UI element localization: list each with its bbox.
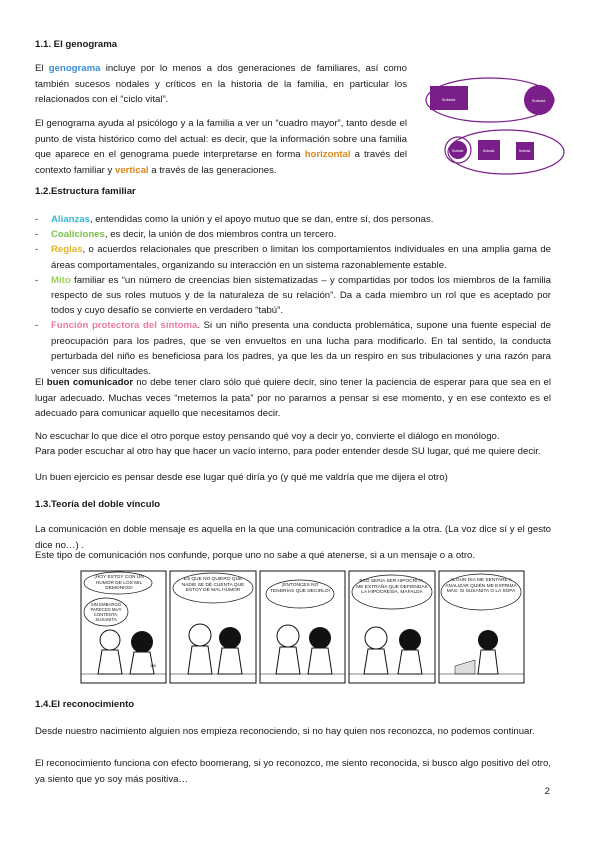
reconocimiento-paragraph-2: El reconocimiento funciona con efecto boomerang, si yo reconozco, me siento reconocida, si busco algo positivo del otro, ya siento que yo soy más positiva…	[35, 758, 551, 785]
term-reglas: Reglas	[51, 244, 83, 256]
term-mito: Mito	[51, 274, 71, 286]
comic-mark: 406	[150, 664, 156, 668]
term-funcion-protectora: Función protectora del síntoma	[51, 320, 198, 332]
text-span: , es decir, la unión de dos miembros contra un tercero.	[104, 229, 337, 241]
text-span: El genograma ayuda al psicólogo y a la familia a ver un “cuadro mayor”, tanto desde el punto de vista histórico como del actual: es decir, que la información sobre una familia que aparece en el genograma puede interpretarse en forma	[35, 118, 407, 160]
comic-panel-3	[260, 571, 345, 683]
term-coaliciones: Coaliciones	[51, 229, 105, 241]
comic-bubble-4: ESO SERÍA SER HIPÓCRITA, ME EXTRAÑA QUE DEFIENDAS LA HIPOCRESÍA, MAFALDA	[356, 579, 428, 595]
comic-panel-5	[439, 571, 524, 683]
text-span: . Si un niño presenta una conducta problemática, supone una fuente especial de preocupación para los padres, que se ven envueltos en una lucha para modificarlo. En tal sentido, la conducta perturbada del niño es beneficiosa para los padres, ya que les da un respiro en sus tribulaciones y una razón para vencer sus dificultades.	[51, 320, 552, 378]
list-item-reglas	[35, 242, 551, 272]
list-item-mito	[35, 273, 551, 319]
family-structure-list	[35, 212, 551, 379]
genogram-node-label-1: Subsist.	[441, 97, 457, 102]
term-genograma: genograma	[48, 63, 101, 74]
mafalda-comic-strip	[80, 570, 525, 685]
genogram-node-label-2: Subsist.	[531, 98, 547, 103]
comic-panel-4	[349, 571, 435, 683]
text-span: a través de las generaciones.	[148, 164, 277, 176]
escuchar-paragraph-3: Un buen ejercicio es pensar desde ese lugar qué diría yo (y qué me valdría que me dijera el otro)	[35, 472, 448, 483]
text-span: a través del contexto familiar y	[35, 149, 407, 176]
genogram-node-label-3: Subsist.	[451, 149, 465, 153]
section-heading-1-4: 1.4.El reconocimiento	[35, 699, 135, 710]
escuchar-paragraph-2: Para poder escuchar al otro hay que hacer un vacío interno, para poder entender desde SU lugar, qué me quiere decir.	[35, 446, 541, 457]
section-heading-1-1: 1.1. El genograma	[35, 39, 118, 50]
text-span: El	[35, 377, 47, 388]
buen-comunicador-paragraph	[35, 375, 551, 422]
term-horizontal: horizontal	[304, 149, 351, 160]
genograma-paragraph-1	[35, 61, 407, 108]
comic-bubble-1: ¡HOY ESTOY CON UN HUMOR DE LOS MIL DEMONIOS!	[94, 575, 144, 591]
list-item-alianzas	[35, 212, 551, 227]
text-span: no debe tener claro sólo qué quiere decir, sino tener la paciencia de esperar para que sea en el lugar adecuado. Muchas veces “metemos la pata” por no pararnos a pensar si ese momento, y en ese contexto es el adecuado para comunicar aquello que necesitamos decir.	[35, 377, 551, 419]
comic-bubble-1b: SIN EMBARGO PARECES MUY CONTENTA, SUSANITA	[90, 602, 122, 622]
genogram-node-label-4: Subsist.	[482, 149, 496, 153]
comic-bubble-5: ALGÚN DÍA ME SENTARÉ A ANALIZAR QUIÉN ME EXPRIMA MÁS: SI SUSANITA O LA SOPA	[445, 578, 517, 594]
doble-vinculo-paragraph-1: La comunicación en doble mensaje es aquella en la que una comunicación contradice a la otra. (La voz dice sí y el gesto dice no…) .	[35, 524, 551, 551]
page-number: 2	[544, 786, 550, 797]
text-span: incluye por lo menos a dos generaciones de familiares, así como también sucesos nodales y críticos en la historia de la familia, en particular los relacionados con el “ciclo vital”.	[35, 63, 407, 105]
comic-bubble-2: ES QUE NO QUIERO QUE NADIE SE DÉ CUENTA QUE ESTOY DE MAL HUMOR	[181, 577, 245, 593]
term-buen-comunicador: buen comunicador	[46, 377, 134, 388]
genogram-diagram	[418, 72, 568, 182]
list-item-coaliciones	[35, 227, 551, 242]
comic-bubble-3: ¡ENTONCES NO TENDRÍAS QUE DECIRLO!	[270, 583, 330, 594]
text-span: familiar es “un número de creencias bien sistematizadas – y compartidas por todos los miembros de la familia respecto de sus roles mutuos y de la naturaleza de su relación”. Da a cada miembro un rol que es aceptado por todos y cuyo desafío se convierte en verdadero “tabú”.	[51, 274, 551, 317]
text-span: El	[35, 63, 49, 74]
term-alianzas: Alianzas	[51, 214, 90, 225]
text-span: , o acuerdos relacionales que prescriben o limitan los comportamientos individuales en una amplia gama de áreas comportamentales, organizando su interacción en un sistema razonablemente estable.	[51, 244, 551, 271]
escuchar-paragraph-1: No escuchar lo que dice el otro porque estoy pensando qué voy a decir yo, convierte el diálogo en monólogo.	[35, 431, 500, 442]
term-vertical: vertical	[114, 164, 149, 176]
genogram-node-label-5: Subsist.	[518, 149, 532, 153]
reconocimiento-paragraph-1: Desde nuestro nacimiento alguien nos empieza reconociendo, si no hay quien nos reconozca, no podemos continuar.	[35, 726, 535, 737]
genograma-paragraph-2	[35, 116, 407, 178]
section-heading-1-2: 1.2.Estructura familiar	[35, 186, 136, 197]
comic-panel-2	[170, 571, 256, 683]
comic-panel-1	[81, 571, 166, 683]
section-heading-1-3: 1.3.Teoría del doble vínculo	[35, 499, 161, 510]
doble-vinculo-paragraph-2: Este tipo de comunicación nos confunde, porque uno no sabe a qué atenerse, si a un mensaje o a otro.	[35, 550, 476, 561]
text-span: , entendidas como la unión y el apoyo mutuo que se dan, entre sí, dos personas.	[89, 214, 434, 225]
list-item-funcion-protectora	[35, 318, 551, 379]
